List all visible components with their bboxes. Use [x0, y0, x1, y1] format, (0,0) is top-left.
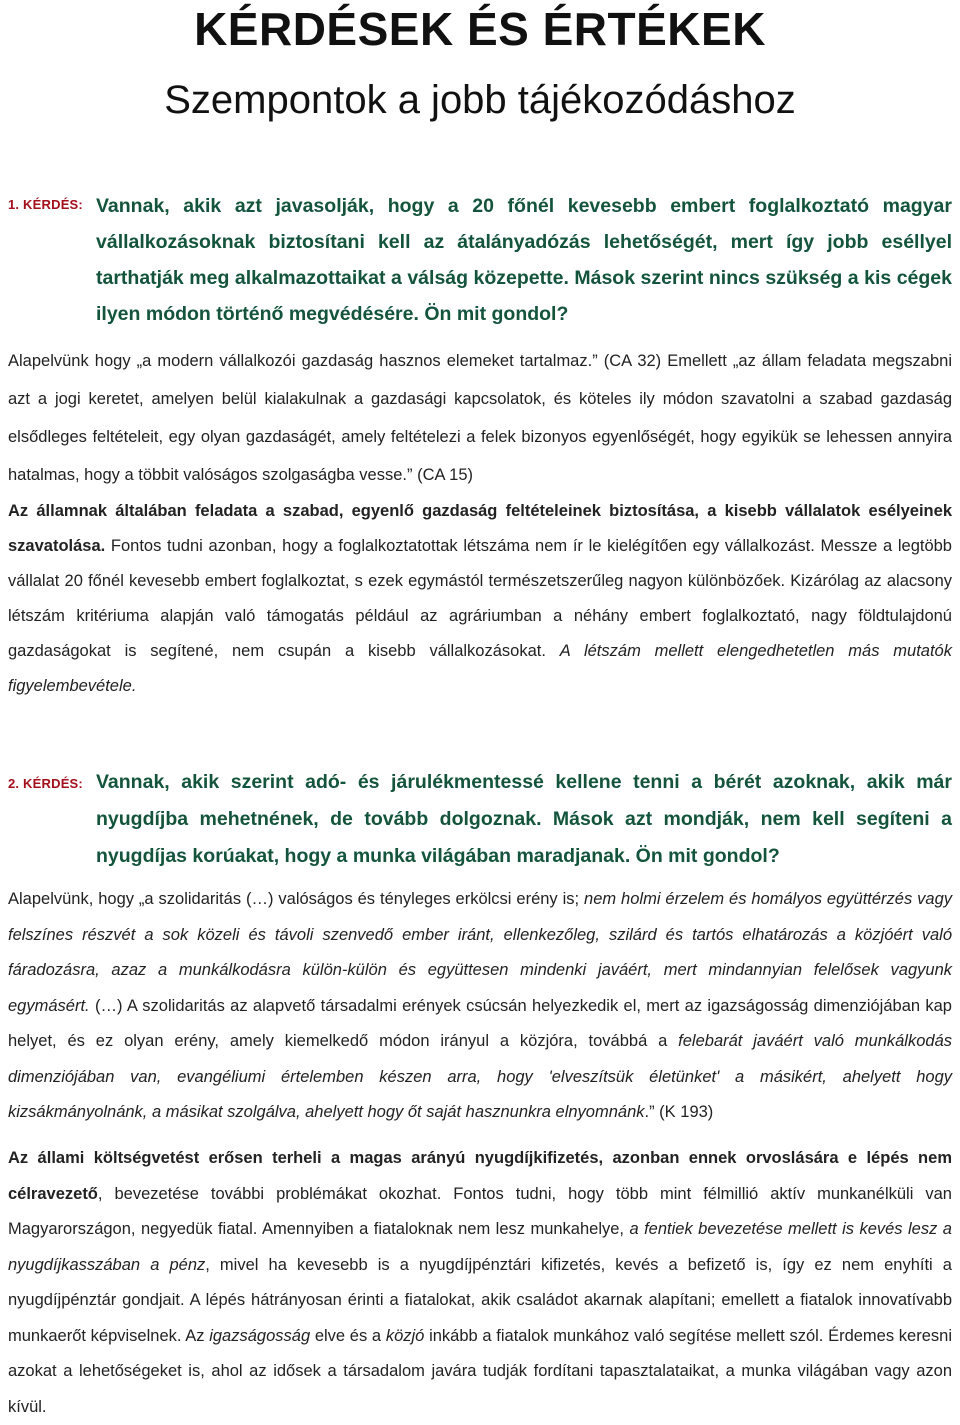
q2-answer-bold: Az állami költségvetést erősen terheli a magas arányú nyugdíjkifizetés, azonban ennek orvoslására e lépés nem célravezető [8, 1149, 952, 1203]
question-2-label: 2. KÉRDÉS: [8, 776, 83, 791]
q2-principle-e: .” (K 193) [644, 1103, 714, 1121]
question-2-text: Vannak, akik szerint adó- és járulékmentessé kellene tenni a bérét azoknak, akik már nyugdíjba mehetnének, de tovább dolgoznak. Mások azt mondják, nem kell segíteni a nyugdíjas korúakat, hogy a munka világában maradjanak. Ön mit gondol? [96, 771, 952, 867]
q2-principle-b: nem holmi érzelem és homályos együttérzés vagy felszínes részvét a sok közeli és távoli szenvedő ember iránt, ellenkezőleg, szilárd és tartós elhatározás a közjóért való fáradozásra, azaz a munkálkodásra külön-külön és együttesen mindenki javáért, mert mindannyian felelősek vagyunk egymásért. [8, 890, 952, 1015]
question-1-text: Vannak, akik azt javasolják, hogy a 20 főnél kevesebb embert foglalkoztató magyar vállalkozásoknak biztosítani kell az átalányadózás lehetőségét, mert így jobb eséllyel tarthatják meg alkalmazottaikat a válság közepette. Mások szerint nincs szükség a kis cégek ilyen módon történő megvédésére. Ön mit gondol? [96, 195, 952, 325]
q2-answer-g: inkább a fiatalok munkához való segítése mellett szól. Érdemes keresni azokat a lehetőségeket is, ahol az idősek a társadalom javára tudják fordítani tapasztalataikat, a munka világában vagy azon kívül. [8, 1326, 952, 1416]
q2-answer-a: , bevezetése további problémákat okozhat. Fontos tudni, hogy több mint félmillió aktív munkanélküli van Magyarországon, negyedük fiatal. Amennyiben a fiataloknak nem lesz munkahelye, [8, 1184, 952, 1238]
q2-answer-f: közjó [385, 1326, 425, 1345]
q2-answer-d: igazságosság [209, 1326, 311, 1345]
question-1-label: 1. KÉRDÉS: [8, 197, 83, 212]
q2-principle-d: felebarát javáért való munkálkodás dimenziójában van, evangéliumi értelemben készen arra, hogy 'elveszítsük életünket' a másikért, ahelyett hogy kizsákmányolnánk, a másikat szolgálva, ahelyett hogy őt saját hasznunkra elnyomnánk [8, 1032, 952, 1121]
page-title: KÉRDÉSEK ÉS ÉRTÉKEK [194, 3, 766, 55]
q1-answer-paragraph [8, 494, 952, 704]
q1-answer-italic: A létszám mellett elengedhetetlen más mutatók figyelembevétele. [8, 642, 952, 695]
q2-answer-c: , mivel ha kevesebb is a nyugdíjpénztári kifizetés, kevés a befizető is, így ez nem enyhíti a nyugdíjpénztár gondjait. A lépés hátrányosan érinti a fiatalokat, akik családot akarnak alapítani; emellett a fiatalok innovatívabb munkaerőt képviselnek. Az [8, 1255, 952, 1345]
q2-answer-paragraph [8, 1141, 952, 1425]
page-subtitle: Szempontok a jobb tájékozódáshoz [164, 78, 796, 122]
q2-principle-a: Alapelvünk, hogy „a szolidaritás (…) valóságos és tényleges erkölcsi erény is; [8, 890, 585, 908]
q2-principle-c: (…) A szolidaritás az alapvető társadalmi erények csúcsán helyezkedik el, mert az igazságosság dimenziójában kap helyet, és ez olyan erény, amely kiemelkedő módon irányul a közjóra, továbbá a [8, 996, 952, 1050]
q2-answer-b: a fentiek bevezetése mellett is kevés lesz a nyugdíjkasszában a pénz [8, 1220, 952, 1274]
q1-answer-text: Fontos tudni azonban, hogy a foglalkoztatottak létszáma nem ír le kielégítően egy vállalkozást. Messze a legtöbb vállalat 20 főnél kevesebb embert foglalkoztat, s ezek egymástól természetszerűleg nagyon különbözőek. Kizárólag az alacsony létszám kritériuma alapján való támogatás például az agráriumban a néhány embert foglalkoztató, nagy földtulajdonú gazdaságokat is segítené, nem csupán a kisebb vállalkozásokat. [8, 537, 952, 660]
q1-principle-paragraph: Alapelvünk hogy „a modern vállalkozói gazdaság hasznos elemeket tartalmaz.” (CA 32) Emellett „az állam feladata megszabni azt a jogi keretet, amelyen belül kialakulnak a gazdasági kapcsolatok, és köteles ily módon szavatolni a szabad gazdaság elsődleges feltételeit, egy olyan gazdaságét, amely feltételezi a felek bizonyos egyenlőségét, hogy egyikük se lehessen annyira hatalmas, hogy a többit valóságos szolgaságba vesse.” (CA 15) [8, 352, 952, 484]
q2-answer-e: elve és a [310, 1326, 386, 1345]
q1-answer-bold: Az államnak általában feladata a szabad, egyenlő gazdaság feltételeinek biztosítása, a kisebb vállalatok esélyeinek szavatolása. [8, 502, 952, 555]
q2-principle-paragraph [8, 882, 952, 1131]
